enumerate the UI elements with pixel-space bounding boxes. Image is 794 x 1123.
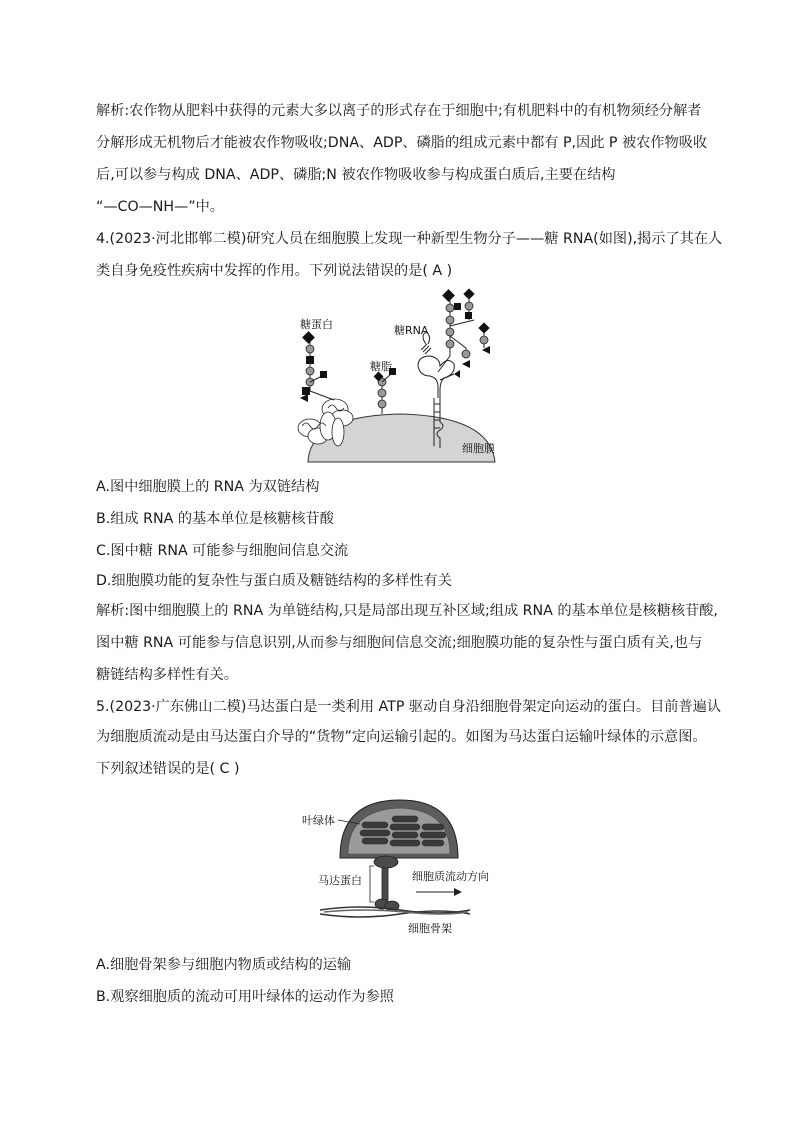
q4-analysis-line-1: 解析:图中细胞膜上的 RNA 为单链结构,只是局部出现互补区域;组成 RNA 的基本单位是核糖核苷酸, [96,603,718,619]
q5-stem-line-1: 5.(2023·广东佛山二模)马达蛋白是一类利用 ATP 驱动自身沿细胞骨架定向运动的蛋白。目前普遍认 [96,699,722,715]
q3-analysis-line-4: “—CO—NH—”中。 [96,199,224,215]
cytoskeleton-shape [320,907,470,917]
label-glycolipid: 糖脂 [370,360,392,373]
label-motor-protein: 马达蛋白 [318,874,362,887]
motor-protein-figure [300,794,506,944]
q5-option-a: A.细胞骨架参与细胞内物质或结构的运输 [96,957,352,973]
motor-protein-diagram [300,794,506,944]
q4-stem-line-2: 类自身免疫性疾病中发挥的作用。下列说法错误的是( A ) [96,263,453,279]
q3-analysis-line-2: 分解形成无机物后才能被农作物吸收;DNA、ADP、磷脂的组成元素中都有 P,因此 P 被农作物吸收 [96,135,708,151]
q4-analysis-line-3: 糖链结构多样性有关。 [96,667,238,683]
q4-option-b: B.组成 RNA 的基本单位是核糖核苷酸 [96,511,334,527]
q5-option-b: B.观察细胞质的流动可用叶绿体的运动作为参照 [96,989,394,1005]
glycorna-figure [290,286,510,464]
q4-option-a: A.图中细胞膜上的 RNA 为双链结构 [96,479,320,495]
motor-protein-shape [374,856,399,911]
q3-analysis-line-3: 后,可以参与构成 DNA、ADP、磷脂;N 被农作物吸收参与构成蛋白质后,主要在结构 [96,167,616,183]
q4-option-c: C.图中糖 RNA 可能参与细胞间信息交流 [96,543,349,559]
glycorna-sugar-chain [438,288,490,380]
q5-stem-line-2: 为细胞质流动是由马达蛋白介导的“货物”定向运输引起的。如图为马达蛋白运输叶绿体的示意图。 [96,729,707,745]
label-chloroplast: 叶绿体 [302,814,335,827]
label-glycoprotein: 糖蛋白 [300,318,333,331]
q4-option-d: D.细胞膜功能的复杂性与蛋白质及糖链结构的多样性有关 [96,573,452,589]
q3-analysis-line-1: 解析:农作物从肥料中获得的元素大多以离子的形式存在于细胞中;有机肥料中的有机物须经分解者 [96,103,702,119]
label-cytoskeleton: 细胞骨架 [408,922,452,935]
q4-analysis-line-2: 图中糖 RNA 可能参与信息识别,从而参与细胞间信息交流;细胞膜功能的复杂性与蛋白质有关,也与 [96,635,703,651]
glycolipid-chain [374,368,396,414]
label-cell-membrane: 细胞膜 [462,442,495,455]
glycorna-diagram [290,286,510,464]
q4-stem-line-1: 4.(2023·河北邯郸二模)研究人员在细胞膜上发现一种新型生物分子——糖 RNA(如图),揭示了其在人 [96,231,723,247]
label-glycorna: 糖RNA [394,324,429,337]
label-flow-direction: 细胞质流动方向 [412,870,489,883]
q5-stem-line-3: 下列叙述错误的是( C ) [96,761,240,777]
glycoprotein-sugar-chain [300,331,334,402]
